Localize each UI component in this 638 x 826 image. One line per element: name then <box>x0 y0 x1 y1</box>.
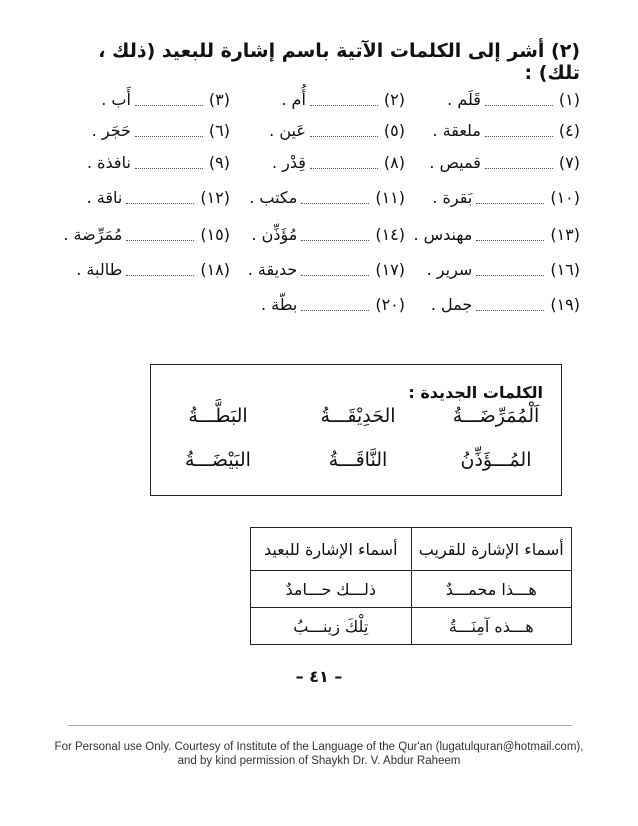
vocab-word: المُـــؤَذِّنُ <box>460 449 532 471</box>
exercise-title: (٢) أشر إلى الكلمات الآتية باسم إشارة للبعيد (ذلك ، تلك) : <box>98 40 580 84</box>
header-near: أسماء الإشارة للقريب <box>411 528 572 571</box>
item-number: (٤) <box>558 120 580 140</box>
exercise-row <box>60 84 580 114</box>
item-number: (١٢) <box>200 187 230 207</box>
vocab-word: البَيْضَـــةُ <box>185 449 251 471</box>
answer-blank <box>135 93 203 106</box>
item-word: قَلَم . <box>447 89 481 109</box>
vocab-word: النَّاقَـــةُ <box>328 449 388 471</box>
demonstratives-table <box>250 527 572 645</box>
table-row <box>251 571 572 608</box>
exercise-item <box>60 188 230 207</box>
exercise-item <box>60 225 230 244</box>
item-number: (١٥) <box>200 224 230 244</box>
exercise-item <box>230 260 405 279</box>
credit-line: and by kind permission of Shaykh Dr. V. Abdur Raheem <box>177 755 461 767</box>
item-word: بَقرة . <box>432 187 473 207</box>
answer-blank <box>485 156 553 169</box>
item-word: حديقة . <box>247 259 298 279</box>
item-word: ملعقة . <box>432 120 481 140</box>
exercise-item <box>405 90 580 109</box>
item-number: (١١) <box>375 187 405 207</box>
exercise-row <box>60 115 580 145</box>
item-number: (٧) <box>558 152 580 172</box>
answer-blank <box>126 228 194 241</box>
exercise-row <box>60 289 580 319</box>
exercise-item <box>230 188 405 207</box>
exercise-item <box>405 121 580 140</box>
item-number: (٦) <box>208 120 230 140</box>
exercise-row <box>60 219 580 249</box>
answer-blank <box>301 263 369 276</box>
item-number: (٥) <box>383 120 405 140</box>
item-word: عَين . <box>269 120 306 140</box>
item-word: مُمَرِّضة . <box>63 224 123 244</box>
exercise-item <box>230 153 405 172</box>
table-cell: تِلْكَ زينـــبُ <box>251 608 412 645</box>
item-word: قِدْر . <box>271 152 306 172</box>
answer-blank <box>476 263 544 276</box>
item-number: (٣) <box>208 89 230 109</box>
item-word: بطّة . <box>260 294 298 314</box>
item-number: (١) <box>558 89 580 109</box>
item-number: (٢٠) <box>375 294 405 314</box>
vocab-word: البَطَّـــةُ <box>188 405 248 427</box>
exercise-item <box>405 153 580 172</box>
answer-blank <box>310 124 378 137</box>
exercise-item <box>405 295 580 314</box>
item-word: قميص . <box>429 152 481 172</box>
item-word: نافذة . <box>86 152 131 172</box>
item-word: سرير . <box>426 259 473 279</box>
vocab-word: الحَدِيْقَـــةُ <box>320 405 396 427</box>
item-number: (٢) <box>383 89 405 109</box>
answer-blank <box>485 93 553 106</box>
item-number: (٩) <box>208 152 230 172</box>
item-number: (١٩) <box>550 294 580 314</box>
item-number: (١٠) <box>550 187 580 207</box>
answer-blank <box>301 191 369 204</box>
item-word: ناقة . <box>86 187 123 207</box>
item-number: (١٣) <box>550 224 580 244</box>
item-word: جمل . <box>430 294 473 314</box>
exercise-row <box>60 182 580 212</box>
item-word: حَجَر . <box>91 120 131 140</box>
exercise-item <box>230 225 405 244</box>
answer-blank <box>126 263 194 276</box>
table-row <box>251 608 572 645</box>
item-word: طالبة . <box>76 259 123 279</box>
item-word: مهندس . <box>413 224 473 244</box>
exercise-item <box>405 225 580 244</box>
exercise-row <box>60 254 580 284</box>
header-far: أسماء الإشارة للبعيد <box>251 528 412 571</box>
exercise-row <box>60 147 580 177</box>
item-number: (٨) <box>383 152 405 172</box>
exercise-item <box>405 260 580 279</box>
new-words-title: الكلمات الجديدة : <box>408 383 543 402</box>
exercise-item <box>60 153 230 172</box>
credit-line: For Personal use Only. Courtesy of Institute of the Language of the Qur'an (lugatulquran@hotmail.com), <box>54 741 584 753</box>
item-number: (١٨) <box>200 259 230 279</box>
answer-blank <box>310 93 378 106</box>
answer-blank <box>301 298 369 311</box>
item-word: مُؤَذِّن . <box>251 224 298 244</box>
item-word: أُم . <box>281 89 306 109</box>
table-header-row <box>251 528 572 571</box>
item-number: (١٦) <box>550 259 580 279</box>
exercise-item <box>60 90 230 109</box>
exercise-item <box>405 188 580 207</box>
new-words-box <box>150 364 562 496</box>
answer-blank <box>476 228 544 241</box>
exercise-item <box>230 90 405 109</box>
answer-blank <box>126 191 194 204</box>
answer-blank <box>485 124 553 137</box>
item-number: (١٤) <box>375 224 405 244</box>
table-cell: هـــذا محمـــدٌ <box>411 571 572 608</box>
vocab-word: اَلْمُمَرِّضَـــةُ <box>452 405 540 427</box>
item-word: مكتب . <box>249 187 298 207</box>
page-number: – ٤١ – <box>295 667 343 686</box>
answer-blank <box>310 156 378 169</box>
answer-blank <box>301 228 369 241</box>
exercise-item <box>60 121 230 140</box>
item-word: أَب . <box>101 89 131 109</box>
footer-divider <box>68 725 572 726</box>
answer-blank <box>476 298 544 311</box>
exercise-item <box>230 121 405 140</box>
answer-blank <box>135 156 203 169</box>
exercise-item <box>230 295 405 314</box>
answer-blank <box>476 191 544 204</box>
table-cell: ذلـــك حـــامدٌ <box>251 571 412 608</box>
exercise-item <box>60 260 230 279</box>
table-cell: هـــذه آمِنَـــةُ <box>411 608 572 645</box>
credit-footer <box>0 740 638 768</box>
answer-blank <box>135 124 203 137</box>
item-number: (١٧) <box>375 259 405 279</box>
